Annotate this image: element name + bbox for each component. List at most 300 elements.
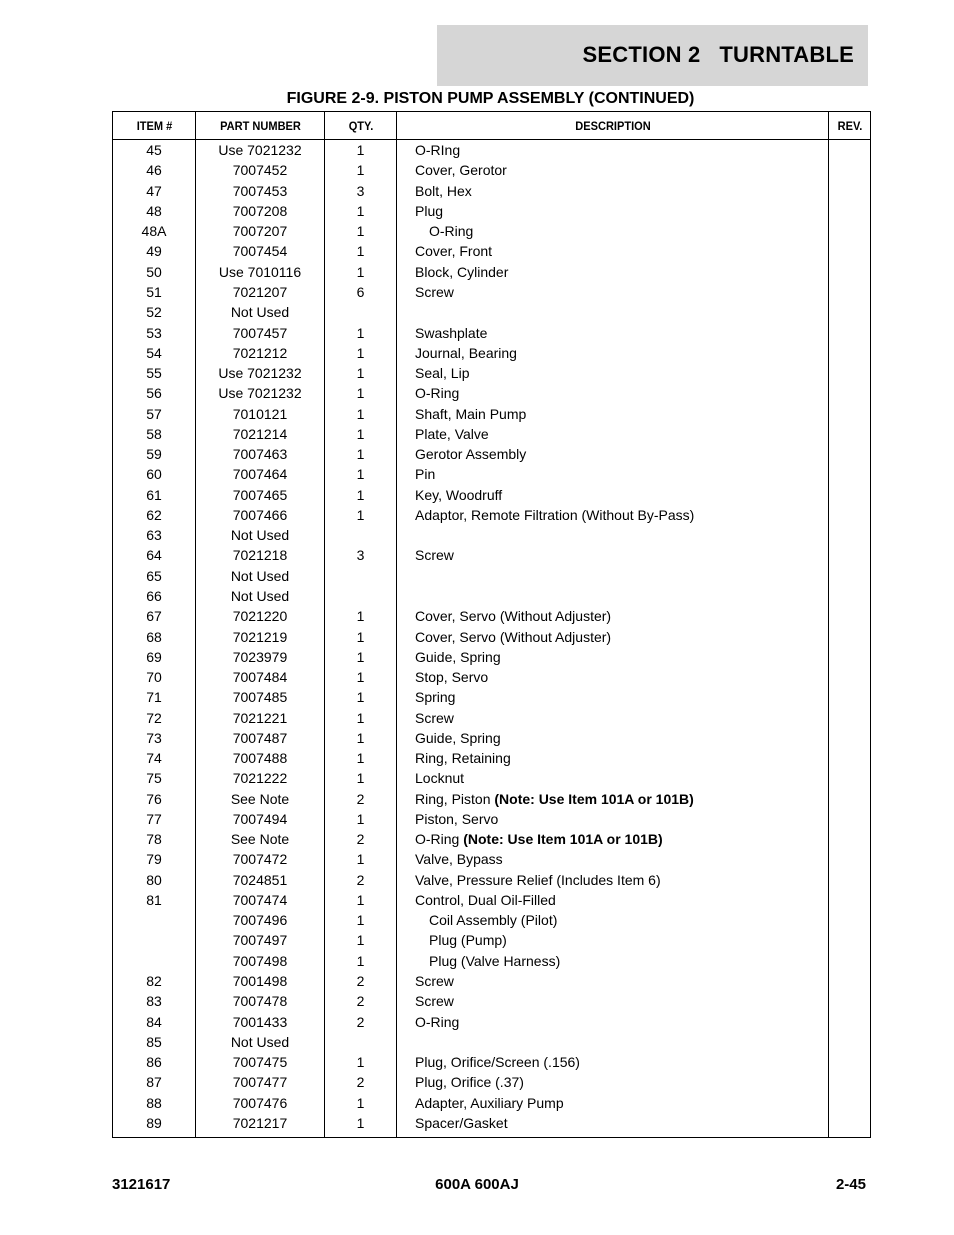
item-number-cell — [113, 910, 196, 930]
quantity-cell: 1 — [325, 262, 397, 282]
item-number-cell: 70 — [113, 667, 196, 687]
item-number-cell: 83 — [113, 991, 196, 1011]
part-number-cell: Use 7021232 — [196, 383, 325, 403]
quantity-cell: 2 — [325, 789, 397, 809]
revision-cell — [829, 667, 871, 687]
description-text: Bolt, Hex — [415, 182, 472, 199]
item-number-cell: 89 — [113, 1113, 196, 1138]
description-cell — [397, 606, 829, 626]
description-cell — [397, 910, 829, 930]
description-note: (Note: Use Item 101A or 101B) — [463, 831, 663, 848]
description-cell — [397, 221, 829, 241]
table-row — [113, 464, 871, 484]
revision-cell — [829, 1113, 871, 1138]
part-number-cell: 7007497 — [196, 930, 325, 950]
description-text: Stop, Servo — [415, 669, 489, 686]
part-number-cell: 7007466 — [196, 505, 325, 525]
item-number-cell: 78 — [113, 829, 196, 849]
description-text: Locknut — [415, 770, 465, 787]
table-row — [113, 505, 871, 525]
part-number-cell: 7007452 — [196, 160, 325, 180]
revision-cell — [829, 626, 871, 646]
part-number-cell: 7021214 — [196, 424, 325, 444]
part-number-cell: 7007207 — [196, 221, 325, 241]
part-number-cell: Use 7021232 — [196, 363, 325, 383]
description-text: Adapter, Auxiliary Pump — [415, 1094, 564, 1111]
quantity-cell: 1 — [325, 647, 397, 667]
table-row — [113, 322, 871, 342]
quantity-cell: 1 — [325, 910, 397, 930]
revision-cell — [829, 687, 871, 707]
description-cell — [397, 849, 829, 869]
description-text: Adaptor, Remote Filtration (Without By-Pass) — [415, 506, 695, 523]
item-number-cell: 54 — [113, 343, 196, 363]
revision-cell — [829, 1052, 871, 1072]
description-cell — [397, 302, 829, 322]
description-cell — [397, 566, 829, 586]
description-text: Swashplate — [415, 324, 488, 341]
table-row — [113, 566, 871, 586]
table-row — [113, 383, 871, 403]
item-number-cell: 65 — [113, 566, 196, 586]
description-text: Block, Cylinder — [415, 263, 509, 280]
part-number-cell: 7001498 — [196, 971, 325, 991]
item-number-cell: 57 — [113, 403, 196, 423]
column-header-qty: QTY. — [327, 112, 393, 140]
item-number-cell: 75 — [113, 768, 196, 788]
description-cell — [397, 647, 829, 667]
quantity-cell: 2 — [325, 870, 397, 890]
description-cell — [397, 383, 829, 403]
item-number-cell: 55 — [113, 363, 196, 383]
table-row — [113, 768, 871, 788]
table-row — [113, 849, 871, 869]
description-text: Ring, Piston — [415, 790, 495, 807]
table-row — [113, 444, 871, 464]
item-number-cell: 51 — [113, 282, 196, 302]
part-number-cell: Use 7021232 — [196, 140, 325, 161]
description-cell — [397, 870, 829, 890]
quantity-cell: 1 — [325, 809, 397, 829]
description-text: Screw — [415, 973, 454, 990]
revision-cell — [829, 322, 871, 342]
table-row — [113, 951, 871, 971]
description-text: Screw — [415, 709, 454, 726]
revision-cell — [829, 1072, 871, 1092]
part-number-cell: 7021212 — [196, 343, 325, 363]
revision-cell — [829, 930, 871, 950]
description-cell — [397, 403, 829, 423]
revision-cell — [829, 302, 871, 322]
revision-cell — [829, 424, 871, 444]
revision-cell — [829, 282, 871, 302]
part-number-cell: Use 7010116 — [196, 262, 325, 282]
item-number-cell: 77 — [113, 809, 196, 829]
quantity-cell: 1 — [325, 1113, 397, 1138]
description-text: O-Ring — [415, 1013, 460, 1030]
description-cell — [397, 282, 829, 302]
quantity-cell: 2 — [325, 1072, 397, 1092]
part-number-cell: Not Used — [196, 586, 325, 606]
table-row — [113, 545, 871, 565]
quantity-cell — [325, 302, 397, 322]
revision-cell — [829, 566, 871, 586]
part-number-cell: 7021221 — [196, 707, 325, 727]
revision-cell — [829, 140, 871, 161]
quantity-cell: 1 — [325, 444, 397, 464]
table-row — [113, 870, 871, 890]
part-number-cell: 7010121 — [196, 403, 325, 423]
table-row — [113, 1011, 871, 1031]
part-number-cell: 7024851 — [196, 870, 325, 890]
part-number-cell: 7001433 — [196, 1011, 325, 1031]
description-text: Pin — [415, 466, 436, 483]
description-text: Gerotor Assembly — [415, 446, 527, 463]
part-number-cell: 7021220 — [196, 606, 325, 626]
description-cell — [397, 464, 829, 484]
quantity-cell: 1 — [325, 485, 397, 505]
revision-cell — [829, 1032, 871, 1052]
item-number-cell: 69 — [113, 647, 196, 667]
part-number-cell: 7007478 — [196, 991, 325, 1011]
item-number-cell: 50 — [113, 262, 196, 282]
quantity-cell: 2 — [325, 1011, 397, 1031]
description-cell — [397, 1032, 829, 1052]
revision-cell — [829, 1011, 871, 1031]
item-number-cell: 63 — [113, 525, 196, 545]
revision-cell — [829, 383, 871, 403]
part-number-cell: 7007208 — [196, 201, 325, 221]
item-number-cell: 88 — [113, 1092, 196, 1112]
part-number-cell: 7007463 — [196, 444, 325, 464]
item-number-cell: 64 — [113, 545, 196, 565]
item-number-cell: 73 — [113, 728, 196, 748]
table-row — [113, 343, 871, 363]
item-number-cell: 48 — [113, 201, 196, 221]
description-text: Cover, Servo (Without Adjuster) — [415, 608, 612, 625]
revision-cell — [829, 160, 871, 180]
part-number-cell: 7007454 — [196, 241, 325, 261]
revision-cell — [829, 525, 871, 545]
description-text: Cover, Gerotor — [415, 162, 507, 179]
quantity-cell: 1 — [325, 464, 397, 484]
description-text: Coil Assembly (Pilot) — [429, 912, 558, 929]
revision-cell — [829, 809, 871, 829]
description-text: O-Ring — [415, 831, 464, 848]
description-cell — [397, 545, 829, 565]
table-row — [113, 262, 871, 282]
quantity-cell: 1 — [325, 241, 397, 261]
part-number-cell: 7007475 — [196, 1052, 325, 1072]
quantity-cell: 1 — [325, 1052, 397, 1072]
revision-cell — [829, 485, 871, 505]
quantity-cell: 1 — [325, 707, 397, 727]
part-number-cell: 7007498 — [196, 951, 325, 971]
quantity-cell: 1 — [325, 667, 397, 687]
part-number-cell: 7021219 — [196, 626, 325, 646]
table-row — [113, 181, 871, 201]
item-number-cell — [113, 951, 196, 971]
description-cell — [397, 525, 829, 545]
part-number-cell: 7021218 — [196, 545, 325, 565]
item-number-cell: 58 — [113, 424, 196, 444]
description-text: Valve, Pressure Relief (Includes Item 6) — [415, 871, 661, 888]
figure-title: FIGURE 2-9. PISTON PUMP ASSEMBLY (CONTINUED) — [286, 90, 695, 107]
revision-cell — [829, 444, 871, 464]
revision-cell — [829, 789, 871, 809]
item-number-cell: 74 — [113, 748, 196, 768]
parts-table — [112, 111, 871, 1138]
table-row — [113, 403, 871, 423]
column-header-description: DESCRIPTION — [414, 112, 811, 140]
description-cell — [397, 343, 829, 363]
table-row — [113, 890, 871, 910]
description-text: Ring, Retaining — [415, 750, 511, 767]
part-number-cell: Not Used — [196, 525, 325, 545]
revision-cell — [829, 748, 871, 768]
description-cell — [397, 160, 829, 180]
description-text: Plug — [415, 202, 444, 219]
quantity-cell — [325, 566, 397, 586]
description-cell — [397, 1072, 829, 1092]
revision-cell — [829, 849, 871, 869]
section-title: SECTION 2 TURNTABLE — [582, 42, 854, 67]
description-text: Plate, Valve — [415, 425, 489, 442]
description-cell — [397, 951, 829, 971]
description-text: Spring — [415, 689, 456, 706]
description-cell — [397, 140, 829, 161]
quantity-cell: 1 — [325, 403, 397, 423]
description-text: Plug, Orifice (.37) — [415, 1074, 524, 1091]
description-text: Cover, Servo (Without Adjuster) — [415, 628, 612, 645]
description-text: Plug (Valve Harness) — [429, 952, 561, 969]
revision-cell — [829, 768, 871, 788]
quantity-cell: 3 — [325, 181, 397, 201]
table-row — [113, 930, 871, 950]
quantity-cell: 1 — [325, 626, 397, 646]
description-note: (Note: Use Item 101A or 101B) — [494, 790, 694, 807]
description-cell — [397, 789, 829, 809]
table-row — [113, 991, 871, 1011]
column-header-part-number: PART NUMBER — [201, 112, 320, 140]
description-cell — [397, 363, 829, 383]
part-number-cell: See Note — [196, 829, 325, 849]
table-row — [113, 687, 871, 707]
description-cell — [397, 930, 829, 950]
column-header-item: ITEM # — [116, 112, 192, 140]
revision-cell — [829, 181, 871, 201]
item-number-cell: 49 — [113, 241, 196, 261]
description-cell — [397, 687, 829, 707]
item-number-cell: 46 — [113, 160, 196, 180]
revision-cell — [829, 829, 871, 849]
revision-cell — [829, 910, 871, 930]
table-row — [113, 1032, 871, 1052]
table-row — [113, 1113, 871, 1138]
table-row — [113, 201, 871, 221]
description-text: Journal, Bearing — [415, 344, 517, 361]
table-row — [113, 363, 871, 383]
quantity-cell: 2 — [325, 991, 397, 1011]
item-number-cell: 68 — [113, 626, 196, 646]
table-row — [113, 707, 871, 727]
part-number-cell: 7007494 — [196, 809, 325, 829]
revision-cell — [829, 971, 871, 991]
description-cell — [397, 505, 829, 525]
model-name: 600A 600AJ — [435, 1176, 519, 1193]
item-number-cell: 81 — [113, 890, 196, 910]
revision-cell — [829, 870, 871, 890]
description-cell — [397, 728, 829, 748]
quantity-cell: 1 — [325, 1092, 397, 1112]
document-number: 3121617 — [112, 1176, 171, 1193]
part-number-cell: 7007453 — [196, 181, 325, 201]
description-cell — [397, 1011, 829, 1031]
quantity-cell: 2 — [325, 829, 397, 849]
description-cell — [397, 707, 829, 727]
table-row — [113, 485, 871, 505]
table-row — [113, 140, 871, 161]
description-cell — [397, 485, 829, 505]
revision-cell — [829, 221, 871, 241]
item-number-cell: 62 — [113, 505, 196, 525]
quantity-cell: 1 — [325, 322, 397, 342]
item-number-cell: 48A — [113, 221, 196, 241]
description-cell — [397, 424, 829, 444]
item-number-cell: 47 — [113, 181, 196, 201]
revision-cell — [829, 262, 871, 282]
item-number-cell: 79 — [113, 849, 196, 869]
part-number-cell: Not Used — [196, 302, 325, 322]
part-number-cell: 7021217 — [196, 1113, 325, 1138]
quantity-cell: 1 — [325, 424, 397, 444]
revision-cell — [829, 464, 871, 484]
revision-cell — [829, 545, 871, 565]
description-text: Valve, Bypass — [415, 851, 503, 868]
table-row — [113, 282, 871, 302]
quantity-cell: 1 — [325, 363, 397, 383]
part-number-cell: 7007474 — [196, 890, 325, 910]
revision-cell — [829, 343, 871, 363]
parts-table-body — [113, 140, 871, 1138]
description-cell — [397, 181, 829, 201]
revision-cell — [829, 403, 871, 423]
item-number-cell: 85 — [113, 1032, 196, 1052]
description-cell — [397, 971, 829, 991]
part-number-cell: 7007488 — [196, 748, 325, 768]
description-cell — [397, 262, 829, 282]
description-text: Guide, Spring — [415, 648, 501, 665]
item-number-cell: 59 — [113, 444, 196, 464]
item-number-cell: 45 — [113, 140, 196, 161]
item-number-cell: 66 — [113, 586, 196, 606]
description-cell — [397, 626, 829, 646]
revision-cell — [829, 991, 871, 1011]
revision-cell — [829, 241, 871, 261]
description-text: Screw — [415, 547, 454, 564]
item-number-cell: 71 — [113, 687, 196, 707]
revision-cell — [829, 586, 871, 606]
table-row — [113, 241, 871, 261]
description-cell — [397, 829, 829, 849]
description-text: O-Ring — [429, 223, 474, 240]
table-row — [113, 586, 871, 606]
description-cell — [397, 586, 829, 606]
quantity-cell: 2 — [325, 971, 397, 991]
quantity-cell: 3 — [325, 545, 397, 565]
quantity-cell: 1 — [325, 849, 397, 869]
quantity-cell: 1 — [325, 383, 397, 403]
part-number-cell: 7007464 — [196, 464, 325, 484]
description-cell — [397, 1052, 829, 1072]
item-number-cell — [113, 930, 196, 950]
table-row — [113, 647, 871, 667]
item-number-cell: 52 — [113, 302, 196, 322]
quantity-cell: 1 — [325, 728, 397, 748]
table-row — [113, 606, 871, 626]
table-row — [113, 748, 871, 768]
table-row — [113, 1092, 871, 1112]
part-number-cell: 7007457 — [196, 322, 325, 342]
description-cell — [397, 991, 829, 1011]
item-number-cell: 67 — [113, 606, 196, 626]
part-number-cell: 7021207 — [196, 282, 325, 302]
part-number-cell: Not Used — [196, 566, 325, 586]
table-row — [113, 971, 871, 991]
description-text: Cover, Front — [415, 243, 493, 260]
revision-cell — [829, 505, 871, 525]
part-number-cell: 7007484 — [196, 667, 325, 687]
description-cell — [397, 201, 829, 221]
quantity-cell: 6 — [325, 282, 397, 302]
table-row — [113, 809, 871, 829]
revision-cell — [829, 201, 871, 221]
part-number-cell: 7021222 — [196, 768, 325, 788]
table-row — [113, 626, 871, 646]
quantity-cell: 1 — [325, 768, 397, 788]
revision-cell — [829, 647, 871, 667]
quantity-cell: 1 — [325, 505, 397, 525]
description-text: O-Ring — [415, 385, 460, 402]
quantity-cell: 1 — [325, 748, 397, 768]
quantity-cell: 1 — [325, 930, 397, 950]
quantity-cell: 1 — [325, 890, 397, 910]
description-text: Screw — [415, 283, 454, 300]
part-number-cell: 7007487 — [196, 728, 325, 748]
description-text: Seal, Lip — [415, 365, 470, 382]
item-number-cell: 82 — [113, 971, 196, 991]
item-number-cell: 76 — [113, 789, 196, 809]
revision-cell — [829, 1092, 871, 1112]
part-number-cell: 7007465 — [196, 485, 325, 505]
table-row — [113, 302, 871, 322]
description-text: Shaft, Main Pump — [415, 405, 527, 422]
description-text: Control, Dual Oil-Filled — [415, 891, 556, 908]
table-row — [113, 1072, 871, 1092]
section-header — [437, 25, 868, 86]
table-row — [113, 1052, 871, 1072]
description-cell — [397, 241, 829, 261]
item-number-cell: 72 — [113, 707, 196, 727]
description-text: Guide, Spring — [415, 729, 501, 746]
item-number-cell: 84 — [113, 1011, 196, 1031]
item-number-cell: 87 — [113, 1072, 196, 1092]
item-number-cell: 61 — [113, 485, 196, 505]
table-row — [113, 829, 871, 849]
column-header-rev: REV. — [830, 112, 869, 140]
table-row — [113, 221, 871, 241]
part-number-cell: 7007472 — [196, 849, 325, 869]
